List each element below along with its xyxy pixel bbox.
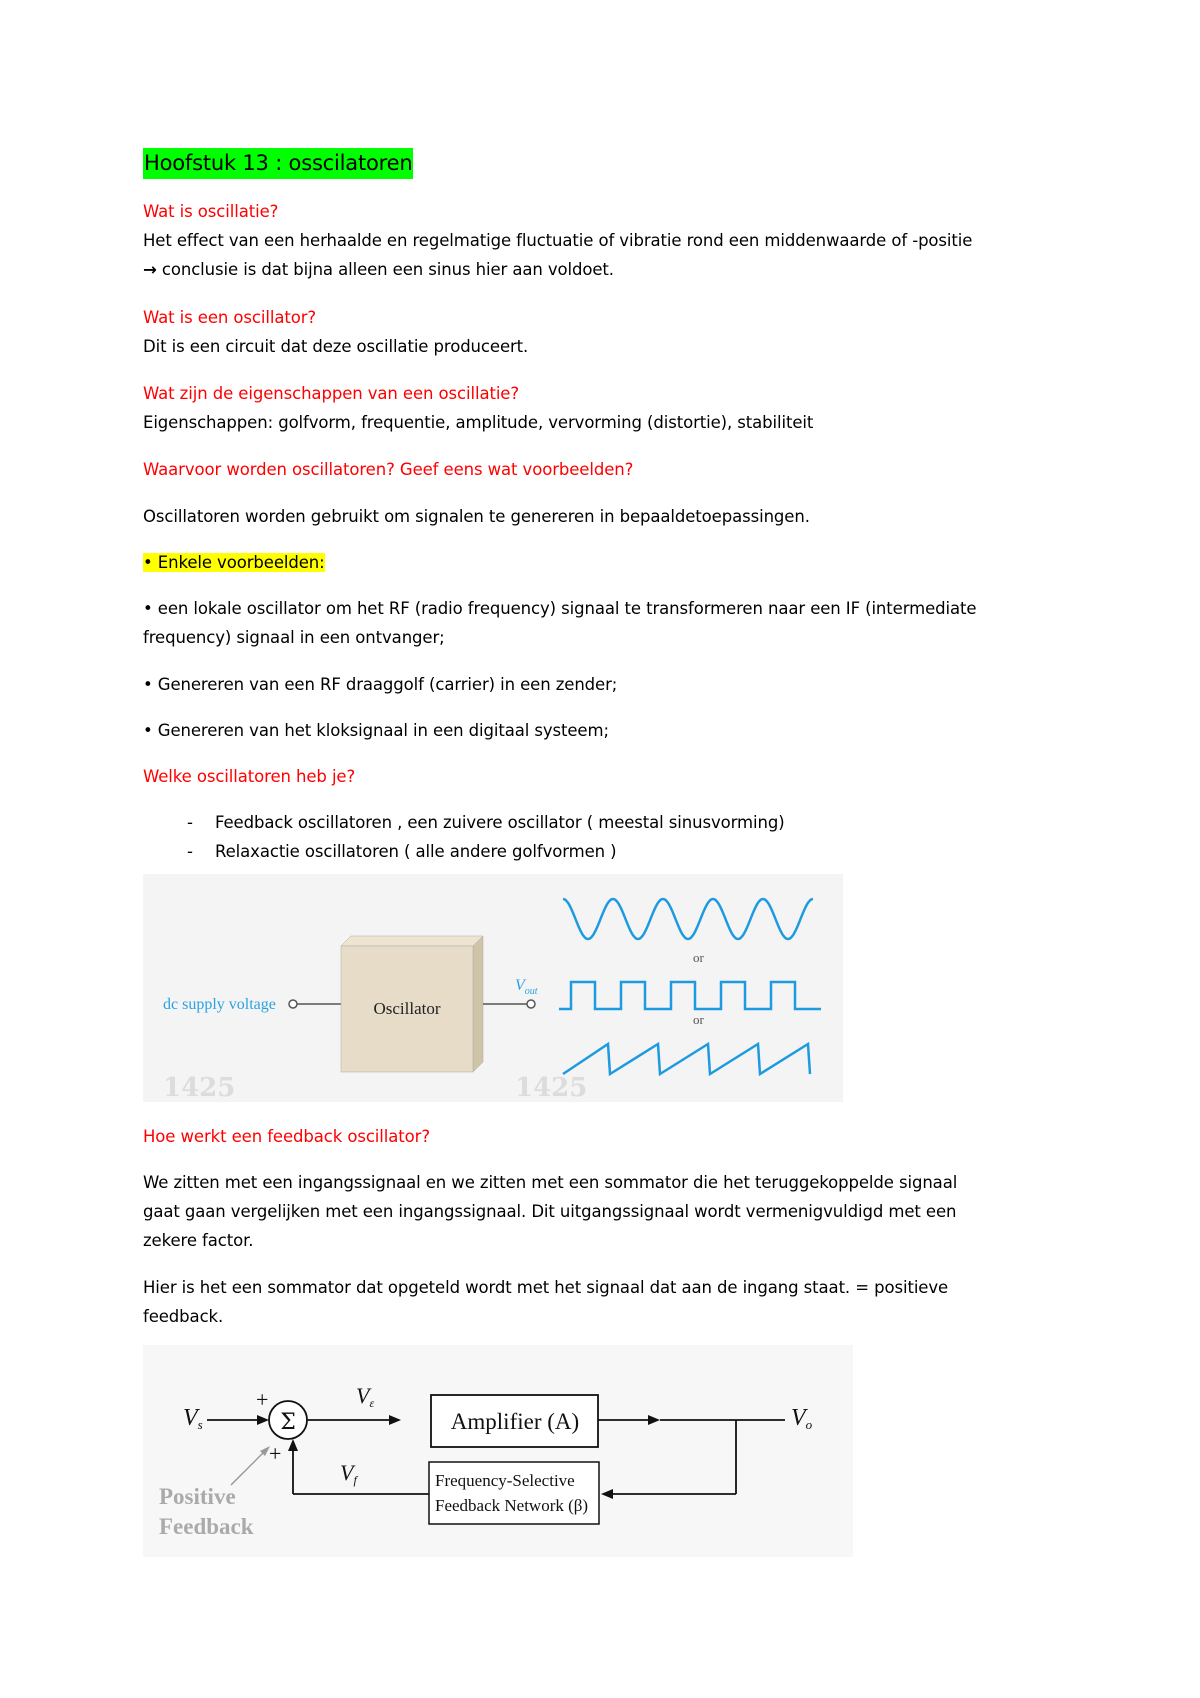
amplifier-label: Amplifier (A) <box>450 1409 580 1434</box>
answer-text <box>143 255 614 284</box>
question-what-is-oscillator: Wat is een oscillator? <box>143 308 317 327</box>
vs-label: Vs <box>183 1405 203 1432</box>
answer-text: Dit is een circuit dat deze oscillatie produceert. <box>143 337 529 356</box>
answer-text: Oscillatoren worden gebruikt om signalen te genereren in bepaaldetoepassingen. <box>143 507 810 526</box>
output-terminal <box>527 1000 535 1008</box>
answer-text: zekere factor. <box>143 1231 254 1250</box>
feedback-oscillator-figure <box>143 1345 853 1557</box>
question-properties: Wat zijn de eigenschappen van een oscillatie? <box>143 384 520 403</box>
answer-text: Eigenschappen: golfvorm, frequentie, amplitude, vervorming (distortie), stabiliteit <box>143 413 814 432</box>
example-item: • Genereren van het kloksignaal in een digitaal systeem; <box>143 721 609 740</box>
vo-label: Vo <box>791 1405 813 1432</box>
plus-sign: + <box>256 1387 269 1412</box>
feedback-label: Feedback <box>159 1514 254 1539</box>
or-label: or <box>693 1012 704 1027</box>
question-feedback-oscillator: Hoe werkt een feedback oscillator? <box>143 1127 430 1146</box>
oscillator-block-figure <box>143 874 843 1102</box>
dc-supply-label: dc supply voltage <box>163 996 276 1013</box>
oscillator-label: Oscillator <box>373 999 441 1018</box>
ve-label: Vε <box>356 1383 375 1410</box>
question-which-oscillators: Welke oscillatoren heb je? <box>143 767 356 786</box>
highlighted-text: • Enkele voorbeelden: <box>143 553 325 572</box>
example-item: • een lokale oscillator om het RF (radio frequency) signaal te transformeren naar een IF (intermediate <box>143 599 977 618</box>
block-top <box>341 936 483 946</box>
block-side <box>473 936 483 1072</box>
list-item-text: Feedback oscillatoren , een zuivere oscillator ( meestal sinusvorming) <box>215 813 785 832</box>
answer-text: Hier is het een sommator dat opgeteld wordt met het signaal dat aan de ingang staat. = positieve <box>143 1278 949 1297</box>
input-terminal <box>289 1000 297 1008</box>
answer-text: Het effect van een herhaalde en regelmatige fluctuatie of vibratie rond een middenwaarde of -positie <box>143 231 973 250</box>
vf-label: Vf <box>340 1460 357 1487</box>
list-item-text: Relaxactie oscillatoren ( alle andere golfvormen ) <box>215 842 617 861</box>
answer-text: feedback. <box>143 1307 224 1326</box>
plus-sign: + <box>269 1441 282 1466</box>
example-item: frequency) signaal in een ontvanger; <box>143 628 445 647</box>
example-item: • Genereren van een RF draaggolf (carrier) in een zender; <box>143 675 618 694</box>
list-dash: - <box>187 813 193 832</box>
watermark: 1425 <box>163 1073 236 1102</box>
question-what-is-oscillation: Wat is oscillatie? <box>143 202 279 221</box>
answer-text: We zitten met een ingangssignaal en we zitten met een sommator die het teruggekoppelde signaal <box>143 1173 958 1192</box>
page-title: Hoofstuk 13 : osscilatoren <box>143 148 413 179</box>
list-item <box>143 808 785 837</box>
positive-label: Positive <box>159 1484 236 1509</box>
list-item <box>143 837 616 866</box>
network-label: Feedback Network (β) <box>435 1496 589 1515</box>
watermark: 1425 <box>515 1073 588 1102</box>
question-usage: Waarvoor worden oscillatoren? Geef eens wat voorbeelden? <box>143 460 634 479</box>
examples-heading <box>143 548 325 577</box>
network-label: Frequency-Selective <box>435 1471 575 1490</box>
arrow-icon: → <box>143 260 157 279</box>
vout-label: $V_{out}$ <box>515 977 538 997</box>
sigma-symbol: Σ <box>280 1410 296 1435</box>
list-dash: - <box>187 842 193 861</box>
answer-text: conclusie is dat bijna alleen een sinus hier aan voldoet. <box>161 260 614 279</box>
answer-text: gaat gaan vergelijken met een ingangssignaal. Dit uitgangssignaal wordt vermenigvuldigd met een <box>143 1202 957 1221</box>
or-label: or <box>693 950 704 965</box>
